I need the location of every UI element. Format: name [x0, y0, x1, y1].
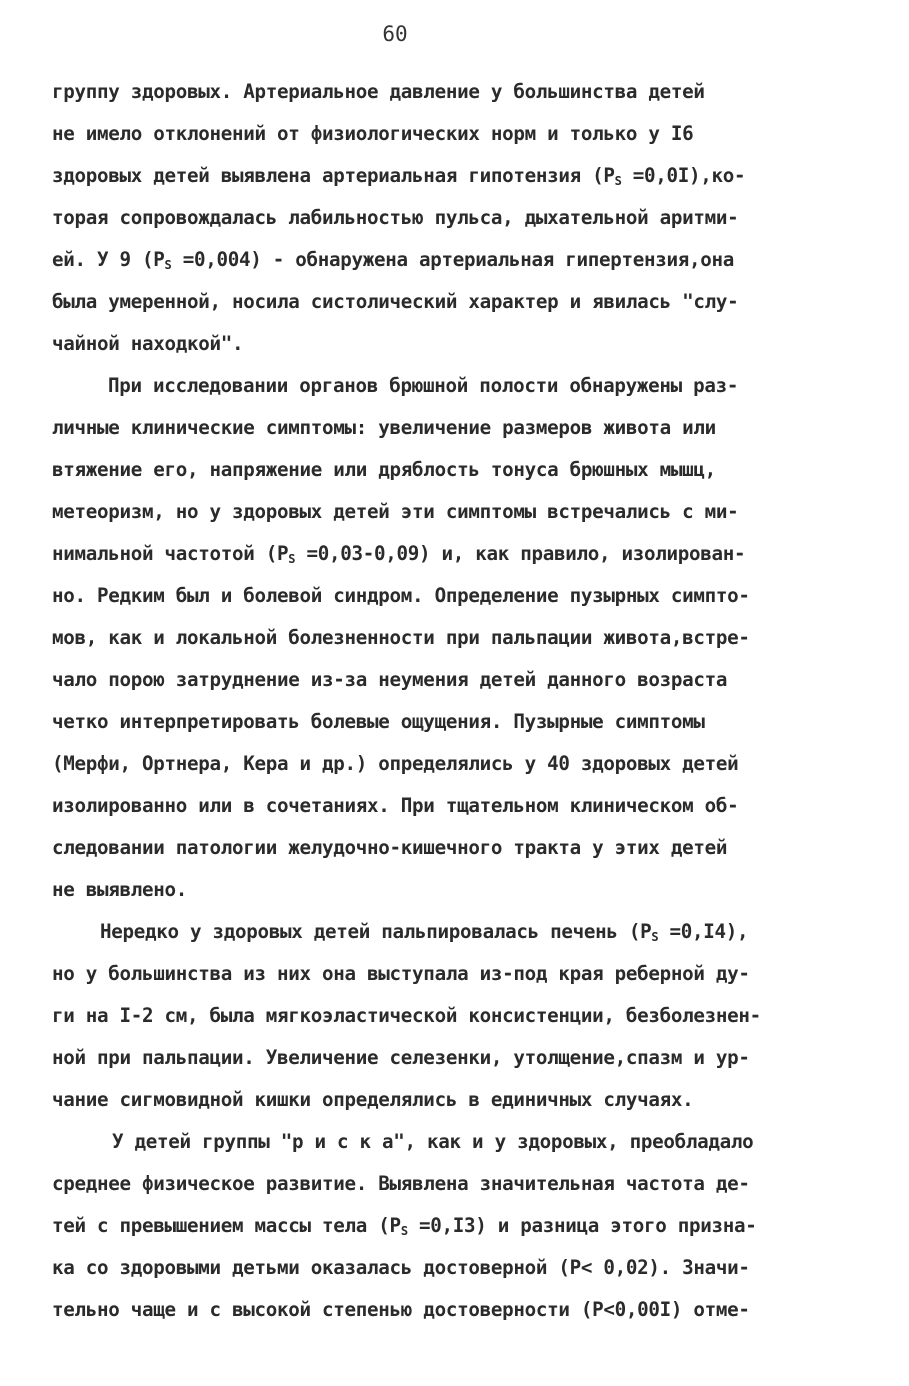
text-line: ги на I-2 см, была мягкоэластической консистенции, безболезнен-	[52, 1004, 761, 1027]
text-line: изолированно или в сочетаниях. При тщательном клиническом об-	[52, 794, 739, 817]
text-line: чание сигмовидной кишки определялись в единичных случаях.	[52, 1088, 694, 1111]
text-line: мов, как и локальной болезненности при пальпации живота,встре-	[52, 626, 750, 649]
text-line: не имело отклонений от физиологических норм и только у I6	[52, 122, 694, 145]
text-line: (Мерфи, Ортнера, Кера и др.) определялись у 40 здоровых детей	[52, 752, 739, 775]
text-line: Нередко у здоровых детей пальпировалась печень $(P_S =0,I4)$,	[100, 920, 749, 944]
text-line: но. Редким был и болевой синдром. Определение пузырных симпто-	[52, 584, 750, 607]
text-line: была умеренной, носила систолический характер и явилась "слу-	[52, 290, 739, 313]
text-line: среднее физическое развитие. Выявлена значительная частота де-	[52, 1172, 750, 1195]
text-line: нимальной частотой $(P_S =0,03-0,09)$ и, как правило, изолирован-	[52, 542, 746, 566]
text-line: У детей группы "р и с к а", как и у здоровых, преобладало	[112, 1130, 754, 1153]
text-line: ной при пальпации. Увеличение селезенки, утолщение,спазм и ур-	[52, 1046, 750, 1069]
text-line: чайной находкой".	[52, 332, 244, 355]
text-line: чало порою затруднение из-за неумения детей данного возраста	[52, 668, 728, 691]
text-line: тельно чаще и с высокой степенью достоверности (P<0,00I) отме-	[52, 1298, 750, 1321]
text-line: метеоризм, но у здоровых детей эти симптомы встречались с ми-	[52, 500, 739, 523]
text-line: ка со здоровыми детьми оказалась достоверной (P< 0,02). Значи-	[52, 1256, 750, 1279]
page-number: 60	[382, 22, 408, 46]
text-line: но у большинства из них она выступала из-под края реберной ду-	[52, 962, 750, 985]
text-line: не выявлено.	[52, 878, 188, 901]
text-line: следовании патологии желудочно-кишечного тракта у этих детей	[52, 836, 728, 859]
text-line: группу здоровых. Артериальное давление у большинства детей	[52, 80, 705, 103]
text-line: здоровых детей выявлена артериальная гипотензия $(P_S =0,0I),ко-$	[52, 164, 746, 188]
text-line: четко интерпретировать болевые ощущения. Пузырные симптомы	[52, 710, 705, 733]
text-line: торая сопровождалась лабильностью пульса, дыхательной аритми-	[52, 206, 739, 229]
text-line: тей с превышением массы тела $(P_S =0,I3)$ и разница этого призна-	[52, 1214, 757, 1238]
text-line: втяжение его, напряжение или дряблость тонуса брюшных мышц,	[52, 458, 716, 481]
text-line: ей. У 9 $(P_S =0,004)$ - обнаружена артериальная гипертензия,она	[52, 248, 735, 272]
text-line: личные клинические симптомы: увеличение размеров живота или	[52, 416, 716, 439]
text-line: При исследовании органов брюшной полости обнаружены раз-	[108, 374, 739, 397]
